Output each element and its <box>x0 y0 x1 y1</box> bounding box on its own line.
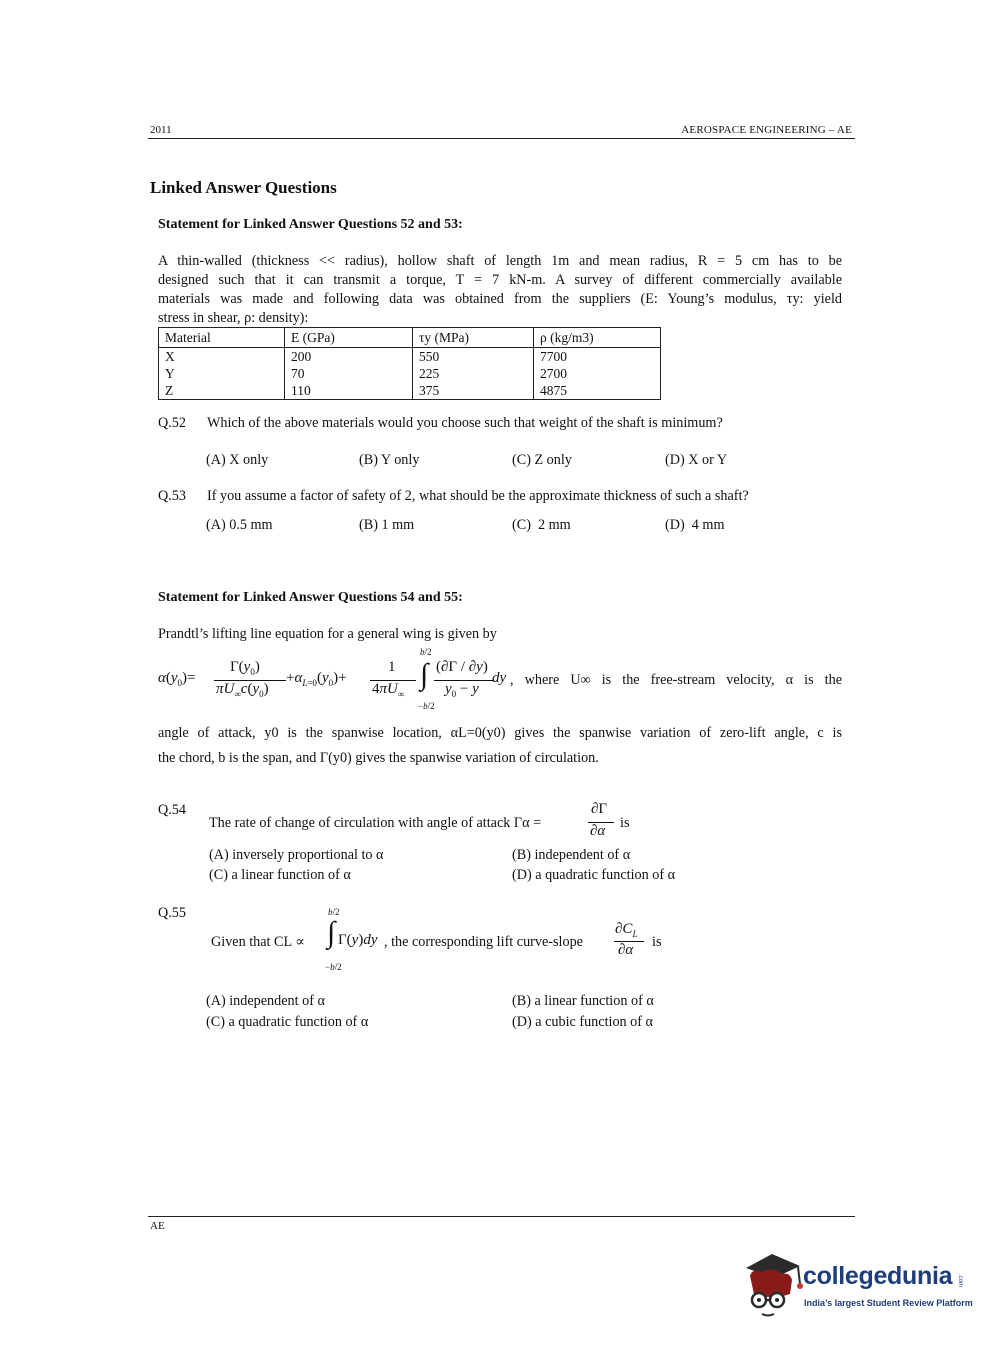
q55-integral-upper-limit: b/2 <box>328 907 340 917</box>
q54-fraction-numerator: ∂Γ <box>591 801 608 817</box>
header-year: 2011 <box>150 124 172 136</box>
statement-1-line-3: materials was made and following data was obtained from the suppliers (E: Young’s modulus, τy: yield <box>158 291 842 307</box>
lifting-line-equation <box>158 645 858 720</box>
statement-1-line-1: A thin-walled (thickness << radius), hollow shaft of length 1m and mean radius, R = 5 cm has to be <box>158 253 842 269</box>
logo-wordmark: collegedunia <box>803 1262 953 1290</box>
q54-number: Q.54 <box>158 802 186 818</box>
table-cell: Z <box>159 382 285 400</box>
q52-option-b: (B) Y only <box>359 452 420 468</box>
footer-code: AE <box>150 1220 165 1232</box>
table-cell: 7700 <box>534 348 661 366</box>
q54-fraction-denominator: ∂α <box>590 823 606 839</box>
footer-divider <box>148 1216 855 1217</box>
statement-1-text <box>158 252 842 328</box>
table-cell: Y <box>159 365 285 382</box>
logo-tagline: India’s largest Student Review Platform <box>804 1298 973 1308</box>
equation-term3-numerator: 1 <box>388 659 396 675</box>
integral-sign: ∫ <box>420 658 429 691</box>
q52-number: Q.52 <box>158 415 186 431</box>
q55-integrand: Γ(y)dy <box>338 932 378 948</box>
equation-lhs: $\alpha(y_0)=$ <box>158 670 196 688</box>
table-header-material: Material <box>159 328 285 348</box>
q55-integral-sign: ∫ <box>327 916 336 949</box>
table-cell: 70 <box>285 365 413 382</box>
table-header-e: E (GPa) <box>285 328 413 348</box>
q54-option-c: (C) a linear function of α <box>209 867 351 883</box>
table-row <box>159 348 661 366</box>
q55-integral-lower-limit: −b/2 <box>325 962 342 972</box>
header-title: AEROSPACE ENGINEERING – AE <box>681 124 852 136</box>
q55-text-mid: , the corresponding lift curve-slope <box>384 934 583 950</box>
section-title: Linked Answer Questions <box>150 178 337 197</box>
integral-upper-limit: b/2 <box>420 647 432 657</box>
table-row <box>159 382 661 400</box>
equation-integrand-denominator: $y_0 - y$ <box>445 681 479 699</box>
q55-number: Q.55 <box>158 905 186 921</box>
q53-option-a: (A) 0.5 mm <box>206 517 273 533</box>
materials-table <box>158 327 661 400</box>
q54-option-a: (A) inversely proportional to α <box>209 847 384 863</box>
equation-term3-denominator: $4\pi U_\infty$ <box>372 681 405 699</box>
table-header-tau: τy (MPa) <box>413 328 534 348</box>
q53-option-b: (B) 1 mm <box>359 517 415 533</box>
equation-integrand-numerator: (∂Γ / ∂y) <box>436 659 488 675</box>
q53-option-c: (C) 2 mm <box>512 517 571 533</box>
q55-option-c: (C) a quadratic function of α <box>206 1014 369 1030</box>
logo-suffix: .com <box>957 1274 963 1288</box>
statement-2-title: Statement for Linked Answer Questions 54 and 55: <box>158 590 463 605</box>
table-cell: 4875 <box>534 382 661 400</box>
q55-option-d: (D) a cubic function of α <box>512 1014 653 1030</box>
table-cell: 375 <box>413 382 534 400</box>
q55-text-pre: Given that CL ∝ <box>211 934 305 950</box>
equation-term1-numerator: $\Gamma(y_0)$ <box>230 659 260 677</box>
q52-text: Which of the above materials would you choose such that weight of the shaft is minimum? <box>207 415 723 431</box>
statement-1-title: Statement for Linked Answer Questions 52 and 53: <box>158 217 463 232</box>
q53-number: Q.53 <box>158 488 186 504</box>
table-cell: 110 <box>285 382 413 400</box>
statement-2-line-3: the chord, b is the span, and Γ(y0) gives the spanwise variation of circulation. <box>158 750 599 766</box>
table-cell: 550 <box>413 348 534 366</box>
table-cell: 2700 <box>534 365 661 382</box>
table-header-row <box>159 328 661 348</box>
header-divider <box>148 138 855 139</box>
q55-option-a: (A) independent of α <box>206 993 325 1009</box>
statement-2-intro: Prandtl’s lifting line equation for a general wing is given by <box>158 626 497 642</box>
table-header-rho: ρ (kg/m3) <box>534 328 661 348</box>
table-row <box>159 365 661 382</box>
equation-term2: $+\alpha_{L=0}(y_0)+$ <box>286 670 347 688</box>
q52-option-a: (A) X only <box>206 452 269 468</box>
equation-tail-text: , where U∞ is the free-stream velocity, α is the <box>510 672 842 688</box>
q55-fraction-denominator: ∂α <box>618 942 634 958</box>
q53-text: If you assume a factor of safety of 2, what should be the approximate thickness of such a shaft? <box>207 488 749 504</box>
q55-tail: is <box>652 934 662 950</box>
q53-option-d: (D) 4 mm <box>665 517 725 533</box>
equation-dy: dy <box>492 670 507 686</box>
statement-1-line-2: designed such that it can transmit a torque, T = 7 kN-m. A survey of different commercially available <box>158 272 842 288</box>
q55-option-b: (B) a linear function of α <box>512 993 654 1009</box>
q52-option-c: (C) Z only <box>512 452 572 468</box>
q54-option-b: (B) independent of α <box>512 847 631 863</box>
table-cell: 200 <box>285 348 413 366</box>
q52-option-d: (D) X or Y <box>665 452 728 468</box>
q54-tail: is <box>620 815 630 831</box>
q55-fraction-numerator: $\partial C_L$ <box>615 921 638 939</box>
table-cell: 225 <box>413 365 534 382</box>
integral-lower-limit: −b/2 <box>418 701 435 711</box>
statement-2-line-2: angle of attack, y0 is the spanwise location, αL=0(y0) gives the spanwise variation of zero-lift angle, c is <box>158 725 842 741</box>
table-cell: X <box>159 348 285 366</box>
q54-text: The rate of change of circulation with angle of attack Γα = <box>209 815 542 831</box>
q54-option-d: (D) a quadratic function of α <box>512 867 676 883</box>
collegedunia-mascot-icon <box>742 1250 804 1320</box>
equation-term1-denominator: $\pi U_\infty c(y_0)$ <box>216 681 269 699</box>
statement-1-line-4: stress in shear, ρ: density): <box>158 310 309 326</box>
